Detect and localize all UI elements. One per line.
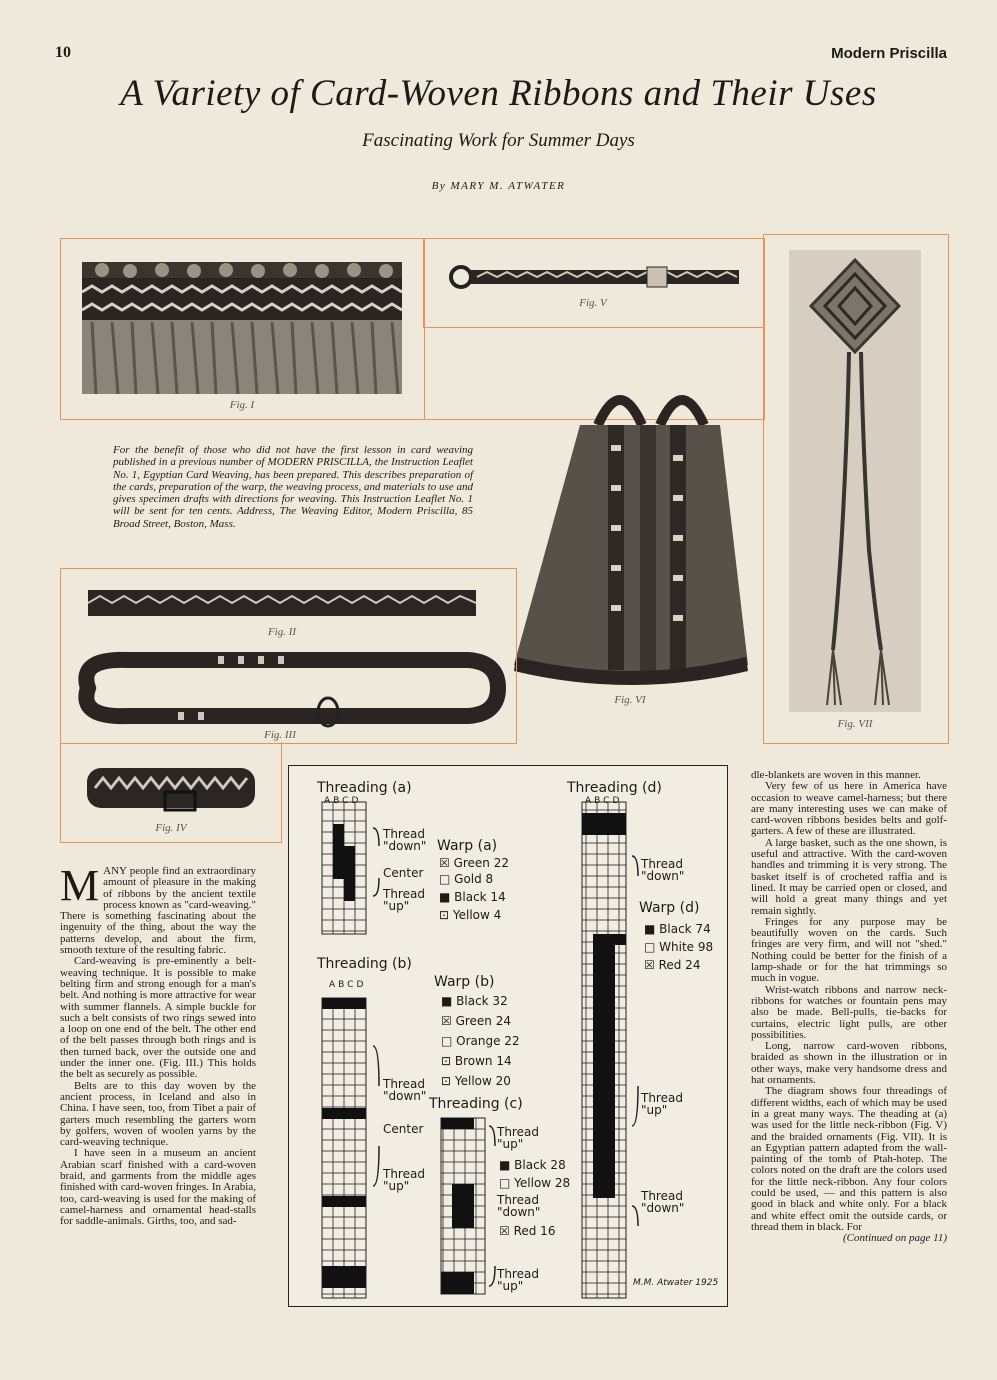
warp-a-item-3: ■ Black 14 [439, 890, 506, 904]
warp-b-item-3: □ Orange 22 [441, 1034, 520, 1048]
label-thread-up-d: Thread "up" [641, 1091, 683, 1117]
right-paragraph-7: The diagram shows four threadings of different widths, each of which may be used in a great many ways. The theading at (a) was used for the little neck-ribbon (Fig. V) and the braided ornaments (Fig. VII). It is an Egyptian pattern adapted from the wall-painting of the tomb of Ptah-hotep. The colors noted on the draft are the colors used for the little neck-ribbon. Any four colors could be used, — and this pattern is also good in black and white only. For a black and white effect omit the outside cards, or thread them in black. For [751, 1085, 947, 1233]
fig3-caption: Fig. III [264, 729, 296, 741]
warp-d-item-3: ☒ Red 24 [644, 958, 701, 972]
left-column [60, 861, 256, 1228]
label-cols-d: ABCD [585, 796, 623, 806]
label-thread-up-c2: Thread "up" [497, 1267, 539, 1293]
right-paragraph-4: Fringes for any purpose may be beautifully woven on the cards. Such fringes are very firm, and will not "shed." Nothing could be better for the finish of a lamp-shade or for the hat trimmings so much in vogue. [751, 915, 947, 985]
label-thread-down-c: Thread "down" [497, 1193, 541, 1219]
warp-b-item-5: ⊡ Yellow 20 [441, 1074, 511, 1088]
right-paragraph-5: Wrist-watch ribbons and narrow neck-ribbons for watches or fountain pens may also be made. Bell-pulls, tie-backs for curtains, electric light pulls, are other possibilities. [751, 983, 947, 1041]
warp-a-item-4: ⊡ Yellow 4 [439, 908, 502, 922]
continued-note: (Continued on page 11) [843, 1232, 947, 1245]
braided-ornament-illustration [789, 250, 921, 712]
label-thread-down-d: Thread "down" [641, 857, 685, 883]
label-thread-up-c: Thread "up" [497, 1125, 539, 1151]
warp-d-item-1: ■ Black 74 [644, 922, 711, 936]
fig6-image [510, 385, 750, 687]
fig2-image [88, 590, 476, 616]
warp-a-item-2: □ Gold 8 [439, 872, 494, 886]
label-threading-c: Threading (c) [429, 1096, 523, 1112]
warp-b-item-4: ⊡ Brown 14 [441, 1054, 512, 1068]
fig2-caption: Fig. II [267, 626, 297, 638]
label-threading-b: Threading (b) [317, 956, 412, 972]
diagram-signature: M.M. Atwater 1925 [633, 1278, 719, 1288]
label-cols-b: ABCD [329, 980, 367, 990]
warp-a-item-1: ☒ Green 22 [439, 856, 509, 870]
warp-b-item-2: ☒ Green 24 [441, 1014, 511, 1028]
neck-ribbon-illustration [447, 262, 739, 292]
label-threading-d: Threading (d) [567, 780, 662, 796]
warp-c-item-3: ☒ Red 16 [499, 1224, 556, 1238]
left-paragraph-1: MANY people find an extraordinary amount of pleasure in the making of ribbons by the ancient textile process known as "card-weaving." There is something fascinating about the ingenuity of the thing, about the way the patterns develop, and about the firm, smooth texture of the resulting fabric. [60, 861, 256, 957]
label-center-a: Center [383, 866, 424, 880]
warp-c-item-2: □ Yellow 28 [499, 1176, 571, 1190]
label-center-b: Center [383, 1122, 424, 1136]
fig1-caption: Fig. I [229, 399, 255, 411]
fringe-ribbon-illustration [82, 262, 402, 394]
warp-b-item-1: ■ Black 32 [441, 994, 508, 1008]
fig5-caption: Fig. V [579, 297, 607, 309]
fig6-caption: Fig. VI [614, 694, 646, 706]
label-cols-a: ABCD [324, 796, 362, 806]
label-thread-down-b: Thread "down" [383, 1077, 427, 1103]
threading-diagram [288, 765, 728, 1307]
page-number: 10 [55, 44, 71, 61]
right-paragraph-1: dle-blankets are woven in this manner. [751, 769, 921, 781]
label-thread-down-a: Thread "down" [383, 827, 427, 853]
right-paragraph-2: Very few of us here in America have occasion to weave camel-harness; but there are many interesting uses we can make of card-woven ribbons besides belts and golf-garters. A few of these are illustrated. [751, 780, 947, 838]
warp-b-title: Warp (b) [434, 974, 495, 990]
warp-d-item-2: □ White 98 [644, 940, 714, 954]
left-paragraph-4: I have seen in a museum an ancient Arabian scarf finished with a card-woven braid, and garments from the middle ages finished with card-woven fringes. In Arabia, too, card-weaving is used for the making of camel-harness and ornamental head-stalls for saddle-animals. Girths, too, and sad- [60, 1147, 256, 1228]
article-subtitle: Fascinating Work for Summer Days [362, 130, 635, 151]
ribbon-fig2-illustration [88, 590, 476, 616]
label-thread-up-a: Thread "up" [383, 887, 425, 913]
byline: By MARY M. ATWATER [431, 180, 566, 192]
fig4-caption: Fig. IV [155, 822, 187, 834]
article-title: A Variety of Card-Woven Ribbons and Their Uses [120, 73, 877, 114]
fig3-image [68, 648, 508, 728]
warp-d-title: Warp (d) [639, 900, 700, 916]
label-thread-up-b: Thread "up" [383, 1167, 425, 1193]
label-threading-a: Threading (a) [317, 780, 412, 796]
right-column [751, 770, 947, 1244]
basket-illustration [510, 385, 750, 687]
right-paragraph-6: Long, narrow card-woven ribbons, braided as shown in the illustration or in other ways, make very handsome dress and hat ornaments. [751, 1040, 947, 1087]
garter-illustration [85, 762, 257, 816]
right-paragraph-3: A large basket, such as the one shown, is useful and attractive. With the card-woven handles and trimming it is very strong. The basket itself is of crocheted raffia and is lined. It may be carried open or closed, and will hold a great many things and yet remain sightly. [751, 836, 947, 917]
drop-cap: M [60, 861, 100, 910]
intro-note: For the benefit of those who did not have the first lesson in card weaving published in a previous number of MODERN PRISCILLA, the Instruction Leaflet No. 1, Egyptian Card Weaving, has been prepared. This describes preparation of the cards, preparation of the warp, the weaving process, and materials to use and gives specimen drafts with directions for weaving. This Instruction Leaflet No. 1 will be sent for ten cents. Address, The Weaving Editor, Modern Priscilla, 85 Broad Street, Boston, Mass. [113, 444, 473, 530]
fig7-caption: Fig. VII [837, 718, 873, 730]
fig5-image [447, 262, 739, 292]
fig1-image [82, 262, 402, 394]
magazine-name: Modern Priscilla [831, 45, 947, 62]
warp-a-title: Warp (a) [437, 838, 498, 854]
left-paragraph-2: Card-weaving is pre-eminently a belt-weaving technique. It is possible to make belting firm and strong enough for a man's belt. And nothing is more attractive for wear with summer flannels. A simple buckle for such a belt consists of two rings sewed into a loop on one end of the belt. The other end of the belt passes through both rings and is then turned back, over the outside one and under the inner one. (Fig. III.) This holds the belt as securely as possible. [60, 955, 256, 1081]
belt-illustration [68, 648, 508, 728]
left-paragraph-3: Belts are to this day woven by the ancient process, in Iceland and also in China. I have seen, too, from Tibet a pair of garters much resembling the garters worn by golfers, woven of woolen yarns by the card-weaving technique. [60, 1079, 256, 1149]
warp-c-item-1: ■ Black 28 [499, 1158, 566, 1172]
fig4-image [85, 762, 257, 816]
label-thread-down-d2: Thread "down" [641, 1189, 685, 1215]
fig7-image [789, 250, 921, 712]
